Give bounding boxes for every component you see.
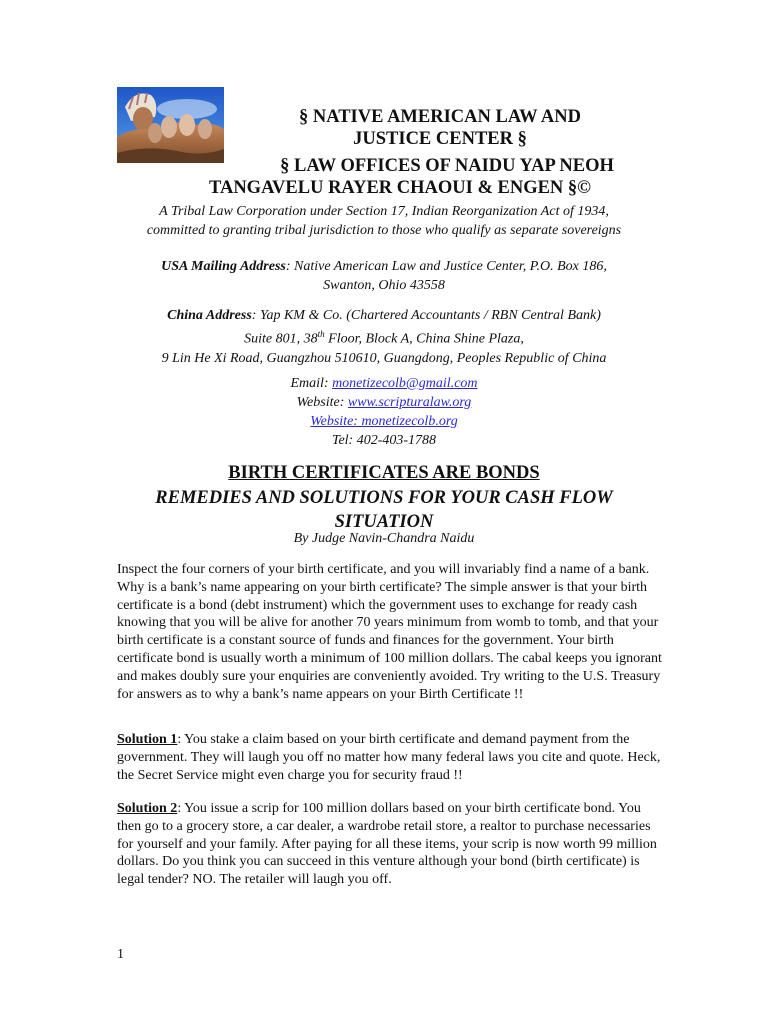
website-link[interactable]: www.scripturalaw.org: [347, 395, 472, 410]
china-address-line2: [84, 325, 684, 349]
firm-name-line2: TANGAVELU RAYER CHAOUI & ENGEN §©: [209, 178, 591, 198]
solution-1-text: : You stake a claim based on your birth certificate and demand payment from the government. They will laugh you off no matter how many federal laws you cite and quote. Heck, the Secret Service might even charge you for security fraud !!: [117, 732, 661, 783]
email-label: Email:: [290, 376, 333, 391]
telephone: Tel: 402-403-1788: [331, 433, 437, 448]
usa-address: [84, 257, 684, 295]
solution-1-label: Solution 1: [117, 732, 178, 747]
china-suite-text: Suite 801, 38: [244, 331, 318, 347]
solution-2-text: : You issue a scrip for 100 million dollars based on your birth certificate bond. You then go to a grocery store, a car dealer, a wardrobe retail store, a realtor to purchase necessaries for yourself and your family. After paying for all these items, your scrip is now worth 99 million dollars. Do you think you can succeed in this venture although your bond (birth certificate) is legal tender? NO. The retailer will laugh you off.: [117, 801, 657, 888]
solution-2-paragraph: [117, 800, 662, 889]
center-title-line1: § NATIVE AMERICAN LAW AND: [299, 107, 581, 127]
article-subtitle: [84, 486, 684, 534]
website-label: Website:: [296, 395, 348, 410]
center-title: [200, 106, 680, 150]
solution-2-label: Solution 2: [117, 801, 178, 816]
ordinal-suffix: th: [317, 329, 325, 339]
website-line: [84, 393, 684, 412]
usa-address-line1: [84, 257, 684, 276]
firm-name-line1: § LAW OFFICES OF NAIDU YAP NEOH: [280, 156, 614, 176]
usa-address-line2: Swanton, Ohio 43558: [323, 278, 445, 293]
tagline-line1: A Tribal Law Corporation under Section 17, Indian Reorganization Act of 1934,: [159, 204, 609, 219]
article-subtitle-line2: SITUATION: [334, 512, 434, 532]
tagline: [84, 202, 684, 240]
intro-paragraph: Inspect the four corners of your birth certificate, and you will invariably find a name of a bank. Why is a bank’s name appearing on your birth certificate? The simple answer is that your birth certificate is a bond (debt instrument) which the government uses to exchange for ready cash knowing that you will be alive for another 70 years minimum from womb to tomb, and that your birth certificate is a constant source of funds and finances for the government. Your birth certificate bond is usually worth a minimum of 100 million dollars. The cabal keeps you ignorant and makes doubly sure your enquiries are conveniently avoided. Try writing to the U.S. Treasury for answers as to why a bank’s name appears on your Birth Certificate !!: [117, 562, 662, 702]
china-address-label: China Address: [167, 308, 252, 323]
email-line: [84, 374, 684, 393]
center-title-line2: JUSTICE CENTER §: [353, 129, 527, 149]
contact-info: [84, 374, 684, 450]
china-address-line1: [84, 306, 684, 325]
solution-1-paragraph: [117, 731, 662, 784]
firm-name: [100, 155, 700, 199]
article-subtitle-line1: REMEDIES AND SOLUTIONS FOR YOUR CASH FLOW: [155, 488, 613, 508]
tagline-line2: committed to granting tribal jurisdiction to those who qualify as separate sovereigns: [146, 223, 622, 238]
china-address-line3: 9 Lin He Xi Road, Guangzhou 510610, Guangdong, Peoples Republic of China: [161, 350, 607, 366]
china-floor-text: Floor, Block A, China Shine Plaza,: [324, 331, 524, 347]
china-address: [84, 306, 684, 368]
china-address-text: : Yap KM & Co. (Chartered Accountants / RBN Central Bank): [251, 308, 601, 323]
article-title: BIRTH CERTIFICATES ARE BONDS: [228, 463, 540, 483]
website2-link[interactable]: Website: monetizecolb.org: [310, 414, 458, 429]
page-number: 1: [117, 947, 124, 962]
website2-line: [84, 412, 684, 431]
byline: By Judge Navin-Chandra Naidu: [293, 531, 475, 546]
usa-address-text: : Native American Law and Justice Center, P.O. Box 186,: [285, 259, 607, 274]
email-link[interactable]: monetizecolb@gmail.com: [332, 376, 478, 391]
usa-address-label: USA Mailing Address: [161, 259, 286, 274]
